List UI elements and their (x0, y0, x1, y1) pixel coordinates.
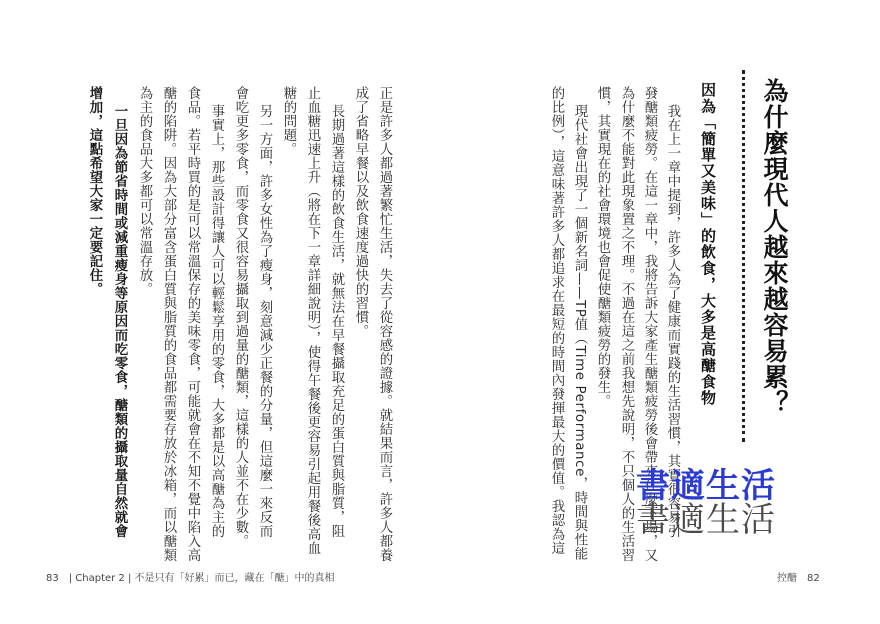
body-column: 為什麼不能對此現象置之不理。不過在這之前我想先說明，不只個人的生活習 (619, 86, 634, 562)
title-dotted-rule (742, 70, 745, 442)
body-column: 食品。若平時買的是可以常溫保存的美味零食，可能就會在不知不覺中陷入高 (185, 86, 200, 562)
footer-left-page: 83 | Chapter 2 | 不是只有「好累」而已，藏在「醣」中的真相 (46, 573, 335, 584)
body-column: 現代社會出現了一個新名詞——TP值（Time Performance，時間與性能 (572, 104, 587, 561)
body-column: 我在上一章中提到，許多人為了健康而實踐的生活習慣，其實很容易引 (665, 104, 680, 538)
emphasis-column: 一旦因為節省時間或減重瘦身等原因而吃零食，醣類的攝取量自然就會 (112, 104, 127, 538)
body-column: 長期過著這樣的飲食生活，就無法在早餐攝取充足的蛋白質與脂質，阻 (329, 104, 344, 538)
body-column: 止血糖迅速上升（將在下一章詳細說明），使得午餐後更容易引起用餐後高血 (305, 86, 320, 556)
body-column: 慣，其實現在的社會環境也會促使醣類疲勞的發生。 (595, 86, 610, 408)
body-column: 醣的陷阱。因為大部分富含蛋白質與脂質的食品都需要存放於冰箱，而以醣類 (161, 86, 176, 562)
body-column: 事實上，那些設計得讓人可以輕鬆享用的零食，大多都是以高醣為主的 (209, 104, 224, 538)
body-column: 另一方面，許多女性為了瘦身，刻意減少正餐的分量，但這麼一來反而 (257, 104, 272, 538)
emphasis-column: 增加，這點希望大家一定要記住。 (87, 86, 102, 296)
section-subtitle: 因為「簡單又美味」的飲食，大多是高醣食物 (699, 82, 717, 406)
body-column: 為主的食品大多都可以常溫存放。 (137, 86, 152, 296)
body-column: 發醣類疲勞。在這一章中，我將告訴大家產生醣類疲勞後會帶來什麼下場，又 (642, 86, 657, 562)
body-column: 的比例），這意味著許多人都追求在最短的時間內發揮最大的價值。我認為這 (549, 86, 564, 556)
body-column: 會吃更多零食，而零食又很容易攝取到過量的醣類，這樣的人並不在少數。 (233, 86, 248, 548)
watermark-line: 書適生活 (636, 466, 776, 506)
watermark-line: 書適生活 (636, 500, 776, 540)
body-column: 糖的問題。 (281, 86, 296, 156)
footer-right-page: 控醣 82 (777, 573, 820, 584)
body-column: 正是許多人都過著繁忙生活，失去了從容感的證據。就結果而言，許多人都養 (377, 86, 392, 562)
section-title: 為什麼現代人越來越容易累？ (760, 78, 789, 416)
body-column: 成了省略早餐以及飲食速度過快的習慣。 (353, 86, 368, 338)
publisher-watermark (636, 468, 776, 538)
